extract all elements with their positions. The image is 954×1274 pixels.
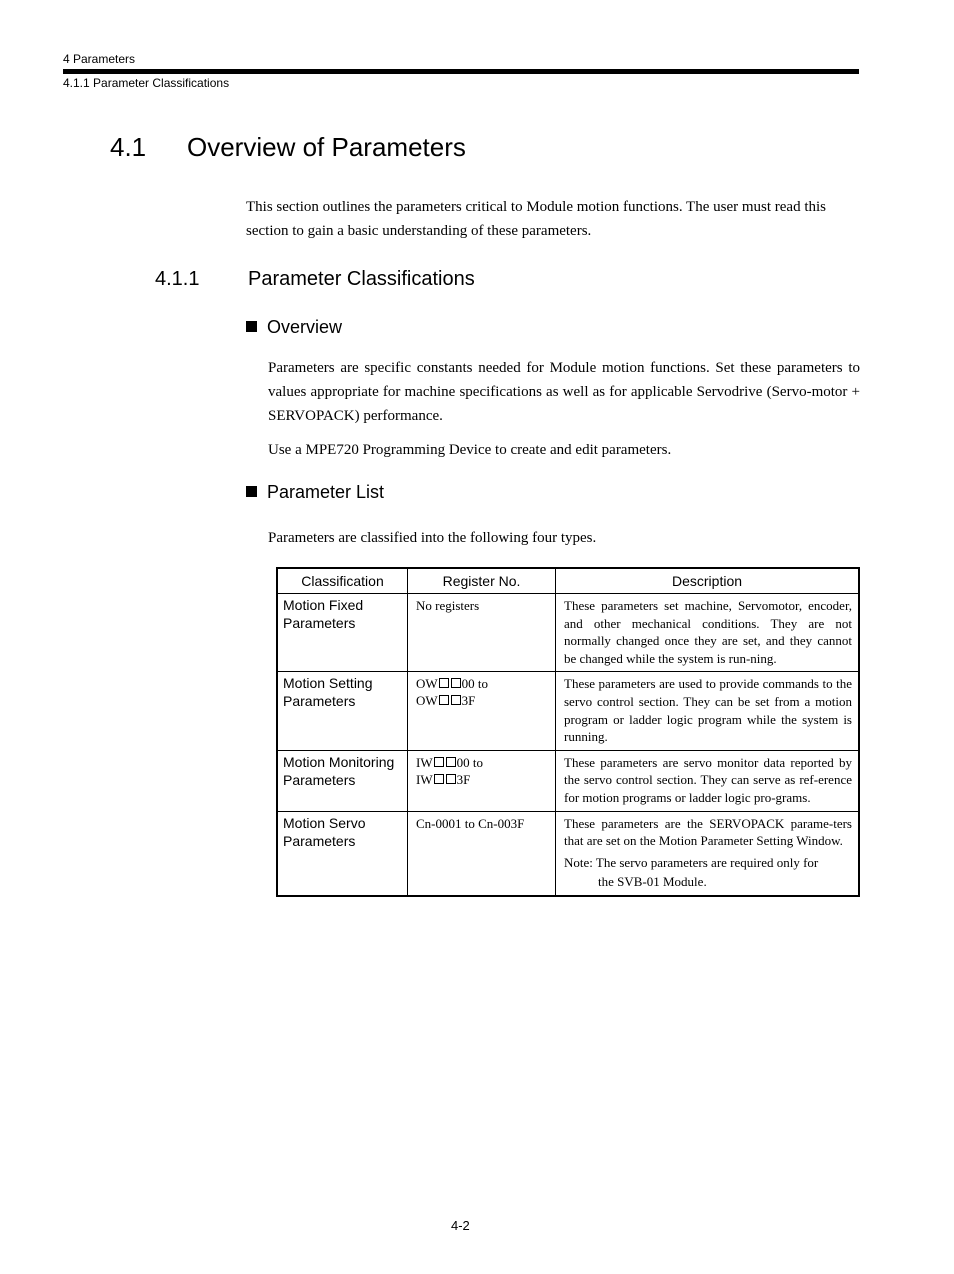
register-cell: Cn-0001 to Cn-003F: [408, 811, 556, 896]
parameter-list-heading: [246, 482, 384, 503]
subsection-title: Parameter Classifications: [248, 268, 475, 290]
classification-line: Motion Servo: [283, 814, 366, 831]
register-line: [416, 771, 547, 788]
register-cell: [408, 750, 556, 811]
table-row: [277, 672, 859, 750]
subsection-heading: [155, 268, 475, 291]
register-line: [416, 754, 547, 771]
placeholder-box-icon: [439, 678, 449, 688]
note-text-line-1: The servo parameters are required only for: [595, 854, 819, 870]
register-suffix: 00 to: [461, 676, 489, 692]
register-prefix: OW: [416, 693, 438, 709]
classification-line: Parameters: [283, 615, 356, 631]
classification-line: Parameters: [283, 771, 356, 788]
col-header-description: Description: [556, 568, 860, 594]
register-line: [416, 692, 547, 709]
running-header-section: 4.1.1 Parameter Classifications: [63, 76, 230, 90]
register-suffix: 3F: [461, 693, 476, 709]
table-row: [277, 750, 859, 811]
section-intro: This section outlines the parameters critical to Module motion functions. The user must read this section to gain a basic understanding of these parameters.: [246, 199, 827, 239]
classification-cell: [277, 750, 408, 811]
table-row: [277, 811, 859, 896]
running-header-chapter: 4 Parameters: [63, 52, 136, 66]
description-text: These parameters are the SERVOPACK parame-ters that are set on the Motion Parameter Setting Window.: [564, 815, 852, 849]
register-prefix: IW: [416, 771, 433, 787]
overview-heading-text: Overview: [267, 317, 343, 337]
placeholder-box-icon: [434, 774, 444, 784]
subsection-number: 4.1.1: [155, 268, 200, 290]
header-rule: [63, 69, 859, 74]
description-cell: These parameters are servo monitor data reported by the servo control section. They can serve as ref-erence for motion programs or ladder logic pro-grams.: [556, 750, 860, 811]
table-header-row: [277, 568, 859, 594]
square-bullet-icon: [246, 486, 257, 497]
register-cell: No registers: [408, 594, 556, 672]
parameter-table: [276, 567, 860, 897]
classification-line: Parameters: [283, 832, 356, 849]
note-label: Note:: [564, 854, 593, 870]
col-header-classification: Classification: [277, 568, 408, 594]
placeholder-box-icon: [446, 757, 456, 767]
note-text-line-2: the SVB-01 Module.: [598, 873, 707, 889]
page-number: 4-2: [451, 1218, 470, 1233]
section-number: 4.1: [110, 132, 147, 162]
placeholder-box-icon: [446, 774, 456, 784]
section-title: Overview of Parameters: [187, 132, 466, 162]
section-heading: [110, 132, 466, 163]
classification-line: Motion Setting: [283, 675, 373, 692]
classification-cell: [277, 594, 408, 672]
parameter-list-paragraph: Parameters are classified into the following four types.: [268, 530, 597, 546]
parameter-list-heading-text: Parameter List: [267, 482, 385, 502]
classification-cell: [277, 811, 408, 896]
description-cell: [556, 811, 860, 896]
register-suffix: 3F: [456, 771, 471, 787]
classification-cell: [277, 672, 408, 750]
register-prefix: OW: [416, 676, 438, 692]
square-bullet-icon: [246, 321, 257, 332]
description-cell: These parameters set machine, Servomotor, encoder, and other mechanical conditions. They are not normally changed once they are set, and they cannot be changed while the system is run-ning.: [556, 594, 860, 672]
placeholder-box-icon: [451, 678, 461, 688]
description-cell: These parameters are used to provide commands to the servo control section. They can be set from a motion program or ladder logic program while the system is running.: [556, 672, 860, 750]
placeholder-box-icon: [439, 695, 449, 705]
overview-heading: [246, 317, 342, 338]
overview-paragraph-1: Parameters are specific constants needed for Module motion functions. Set these parameters to values appropriate for machine specifications as well as for applicable Servodrive (Servo-motor + SERVOPACK) performance.: [268, 360, 860, 424]
register-suffix: 00 to: [456, 754, 483, 770]
table-row: [277, 594, 859, 672]
classification-line: Motion Fixed: [283, 597, 364, 613]
register-prefix: IW: [416, 754, 433, 770]
col-header-register: Register No.: [408, 568, 556, 594]
classification-line: Motion Monitoring: [283, 753, 395, 770]
overview-paragraph-2: Use a MPE720 Programming Device to create and edit parameters.: [268, 442, 672, 458]
register-line: [416, 675, 547, 692]
description-note: [564, 853, 852, 891]
placeholder-box-icon: [451, 695, 461, 705]
register-cell: [408, 672, 556, 750]
classification-line: Parameters: [283, 693, 356, 710]
placeholder-box-icon: [434, 757, 444, 767]
